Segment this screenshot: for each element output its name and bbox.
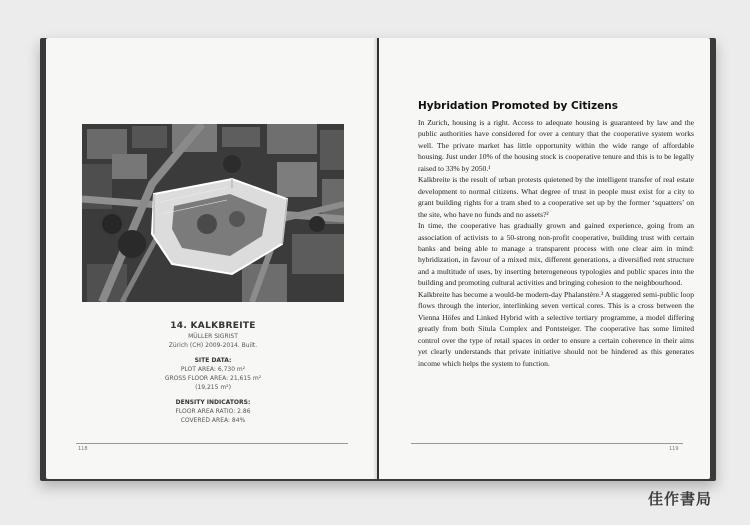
paragraph: In time, the cooperative has gradually grown and gained experience, going from an association of activists to a 50-strong non-profit cooperative, building trust with certain banks and being able to manage a transparent process with one clear aim in mind: hybridization, in favour of a mixed mix, different generations, a diversified rent structure and a multitude of uses, by inserting heterogeneous typologies and public spaces into the building and promoting cultural activities and bringing cohesion to the neighbourhood. — [418, 221, 694, 288]
footer-rule — [76, 443, 348, 444]
plot-area: PLOT AREA: 6,730 m² — [180, 366, 246, 373]
paragraph: Kalkbreite has become a would-be modern-day Phalanstère.³ A staggered semi-public loop flows through the interior, interlinking seven vertical cores. This is a cross between the Vienna Höfes and Linked Hybrid with a selective tertiary programme, a model differing greatly from both Situla Complex and Pontsteiger. The cooperative has some limited control over the type of retail spaces in order to ensure a certain coherence in their aims yet clearly understands that private initiative should not be hindered as this generates income which helps the system to function. — [418, 289, 694, 368]
site-data-heading: SITE DATA: — [194, 357, 232, 364]
floor-area-ratio: FLOOR AREA RATIO: 2.86 — [175, 408, 251, 415]
location-date: Zürich (CH) 2009-2014. Built. — [168, 342, 258, 349]
paragraph: Kalkbreite is the result of urban protests quietened by the intelligent transfer of real estate development to normal citizens. What degree of trust in people must exist for a city to grant building rights for a tram shed to a cooperative set up by the former ‘squatters’ on the site, who have no funds and no assets?² — [418, 175, 694, 219]
aerial-photo-kalkbreite — [82, 124, 344, 302]
page-number: 118 — [78, 446, 88, 452]
left-page — [46, 38, 377, 479]
open-book — [40, 38, 716, 481]
paragraph: In Zurich, housing is a right. Access to adequate housing is guaranteed by law and the public authorities have considered for over a century that the cooperative system works well. The private market has little opportunity within the wide range of affordable housing. Just under 10% of the housing stock is cooperative tenure and this is to be legally raised to 33% by 2050.¹ — [418, 118, 694, 173]
project-caption — [82, 320, 344, 425]
project-title: 14. KALKBREITE — [170, 321, 256, 331]
body-text — [418, 117, 694, 369]
section-heading: Hybridation Promoted by Citizens — [418, 100, 618, 112]
covered-area: COVERED AREA: 84% — [180, 417, 246, 424]
gross-floor-area-secondary: (19,215 m²) — [195, 384, 231, 391]
architect: MÜLLER SIGRIST — [188, 333, 238, 340]
right-page — [379, 38, 710, 479]
density-heading: DENSITY INDICATORS: — [175, 399, 251, 406]
page-number: 119 — [669, 446, 679, 452]
aerial-photo-graphic — [82, 124, 344, 302]
footer-rule — [411, 443, 683, 444]
store-watermark: 佳作書局 — [648, 490, 713, 508]
gross-floor-area: GROSS FLOOR AREA: 21,615 m² — [164, 375, 262, 382]
